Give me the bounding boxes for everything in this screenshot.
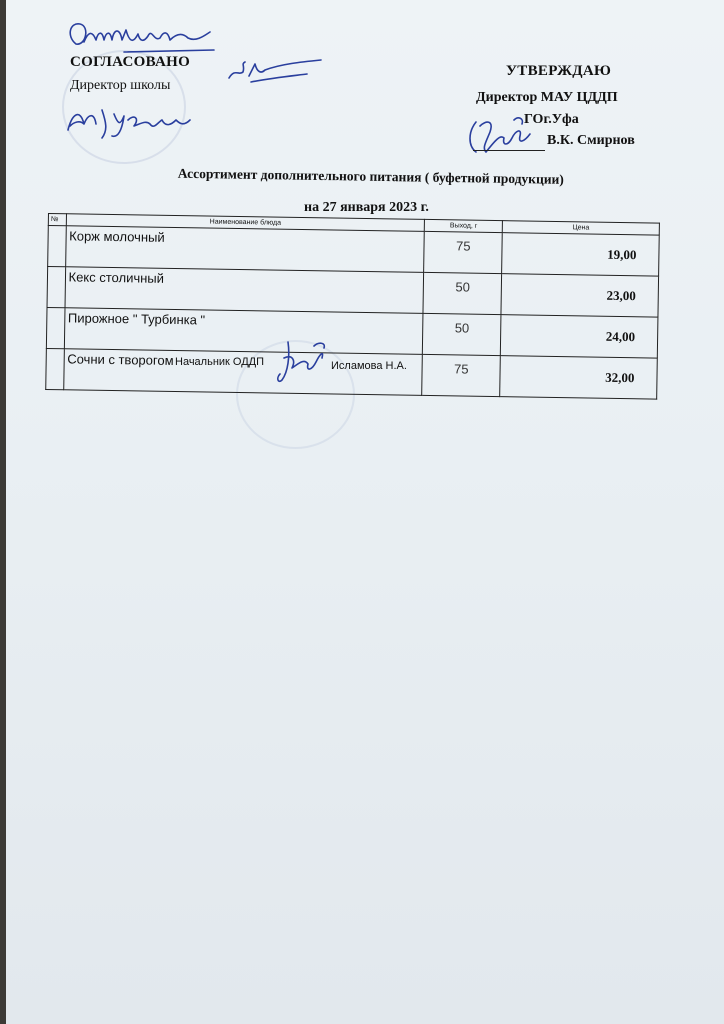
chief-signature xyxy=(274,336,334,388)
row-output: 50 xyxy=(423,313,501,355)
approve-name: В.К. Смирнов xyxy=(547,133,635,148)
approve-city: ГОг.Уфа xyxy=(524,112,579,127)
row-no xyxy=(46,348,64,389)
small-signature xyxy=(221,50,331,90)
handwritten-note-signature xyxy=(64,14,224,64)
agreed-position: Директор школы xyxy=(70,78,171,93)
agreed-title: СОГЛАСОВАНО xyxy=(70,54,191,70)
row-no xyxy=(47,267,65,308)
document-date: на 27 января 2023 г. xyxy=(304,200,429,215)
handwritten-name-signature xyxy=(62,100,202,145)
document-title: Ассортимент дополнительного питания ( буфетной продукции) xyxy=(177,165,564,187)
header-no: № xyxy=(48,214,66,226)
row-output: 75 xyxy=(422,354,500,396)
row-price: 19,00 xyxy=(502,233,659,276)
row-output: 50 xyxy=(423,272,501,314)
signature-line xyxy=(473,150,545,151)
header-name: Наименование блюда xyxy=(66,214,425,232)
row-price: 23,00 xyxy=(501,274,658,317)
row-name: Сочни с творогом xyxy=(63,349,422,396)
document-page xyxy=(6,0,724,1024)
row-name: Пирожное " Турбинка " xyxy=(64,308,423,355)
approve-position: Директор МАУ ЦДДП xyxy=(476,90,618,105)
chief-position: Начальник ОДДП xyxy=(175,356,265,368)
row-no xyxy=(46,307,64,348)
chief-name: Исламова Н.А. xyxy=(331,360,407,372)
header-price: Цена xyxy=(502,221,659,235)
row-output: 75 xyxy=(424,231,502,273)
row-name: Корж молочный xyxy=(65,226,424,273)
row-price: 32,00 xyxy=(500,356,657,399)
row-price: 24,00 xyxy=(500,315,657,358)
director-signature xyxy=(464,112,544,162)
header-output: Выход, г xyxy=(425,219,503,232)
approve-title: УТВЕРЖДАЮ xyxy=(506,63,612,79)
table-row xyxy=(46,348,658,399)
row-no xyxy=(48,226,66,267)
row-name: Кекс столичный xyxy=(65,267,424,314)
